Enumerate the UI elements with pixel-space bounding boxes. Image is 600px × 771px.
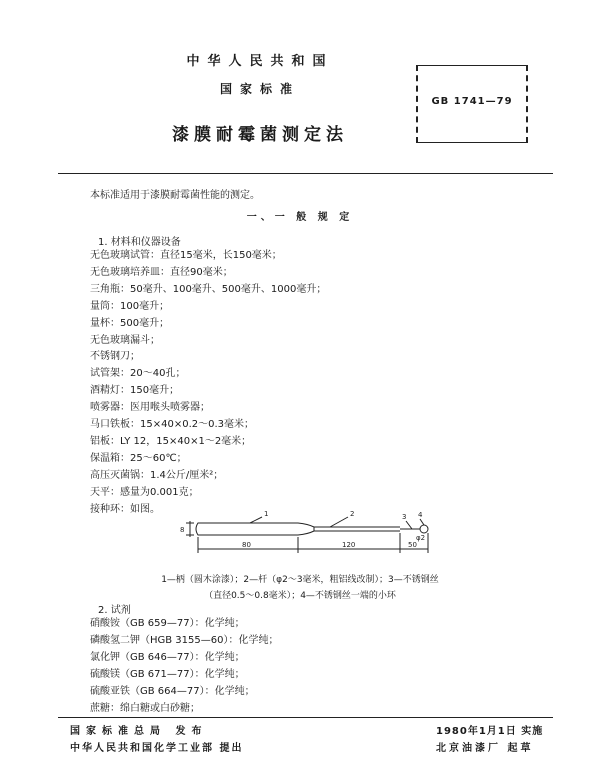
standard-code-box [416,65,528,143]
leader-3 [406,521,412,529]
list-item: 接种环：如图。 [90,503,160,515]
footer-date: 1980年1月1日 实施 [436,726,544,737]
reagents-list [90,616,278,717]
dim-8: 8 [180,526,185,534]
section-title: 一、一 般 规 定 [246,212,354,223]
list-item: 喷雾器：医用喉头喷雾器； [90,402,210,414]
subsection-reagents-title: 2. 试剂 [98,605,131,616]
list-item: 铝板：LY 12，15×40×1～2毫米； [90,435,252,447]
list-item: 无色玻璃试管：直径15毫米，长150毫米； [90,250,282,261]
list-item: 硫酸镁（GB 671—77）：化学纯； [90,668,245,680]
figure-label-3: 3 [402,513,407,521]
list-item: 无色玻璃培养皿：直径90毫米； [90,266,233,278]
list-item: 高压灭菌锅：1.4公斤/厘米²； [90,469,224,481]
header-divider [58,173,553,174]
footer-issuer: 国家标准总局 发布 [70,726,208,737]
list-item: 量筒：100毫升； [90,300,170,312]
footer-proposer: 中华人民共和国化学工业部 提出 [70,743,244,754]
figure-label-1: 1 [264,510,269,518]
list-item: 保温箱：25～60℃； [90,452,187,464]
materials-list [90,248,326,519]
dim-phi2: φ2 [416,534,426,542]
handle-shape [196,523,314,535]
standard-type: 国家标准 [219,82,300,96]
list-item: 马口铁板：15×40×0.2～0.3毫米； [90,419,255,431]
list-item: 无色玻璃漏斗； [90,334,160,346]
figure-label-2: 2 [350,510,355,518]
figure-caption-line1: 1—柄（圆木涂漆）；2—杆（φ2～3毫米，粗铝线改制）；3—不锈钢丝 [161,575,439,585]
list-item: 硫酸亚铁（GB 664—77）：化学纯； [90,685,255,697]
list-item: 酒精灯：150毫升； [90,385,180,397]
country-name: 中华人民共和国 [186,54,334,69]
list-item: 磷酸氢二钾（HGB 3155—60）：化学纯； [90,634,279,646]
document-title: 漆膜耐霉菌测定法 [172,125,348,145]
leader-4 [420,519,424,525]
figure-label-4: 4 [418,511,423,519]
leader-1 [250,517,262,523]
inoculation-loop-figure [180,507,440,567]
list-item: 量杯：500毫升； [90,317,170,329]
intro-text: 本标准适用于漆膜耐霉菌性能的测定。 [90,190,260,201]
dim-120: 120 [342,541,356,549]
list-item: 硝酸铵（GB 659—77）：化学纯； [90,618,245,629]
list-item: 蔗糖：绵白糖或白砂糖； [90,702,200,714]
dim-50: 50 [408,541,417,549]
leader-2 [330,517,348,527]
list-item: 试管架：20～40孔； [90,368,186,380]
list-item: 氯化钾（GB 646—77）：化学纯； [90,651,245,663]
standard-code: GB 1741—79 [431,96,513,107]
list-item: 三角瓶：50毫升、100毫升、500毫升、1000毫升； [90,283,327,295]
list-item: 天平：感量为0.001克； [90,486,199,498]
footer-divider [58,717,553,718]
footer-drafter: 北京油漆厂 起草 [436,743,534,754]
wire-loop [420,525,428,533]
dim-80: 80 [242,541,251,549]
list-item: 不锈钢刀； [90,351,140,363]
figure-caption-line2: （直径0.5～0.8毫米）；4—不锈钢丝一端的小环 [204,591,396,601]
subsection-materials-title: 1. 材料和仪器设备 [98,237,181,248]
